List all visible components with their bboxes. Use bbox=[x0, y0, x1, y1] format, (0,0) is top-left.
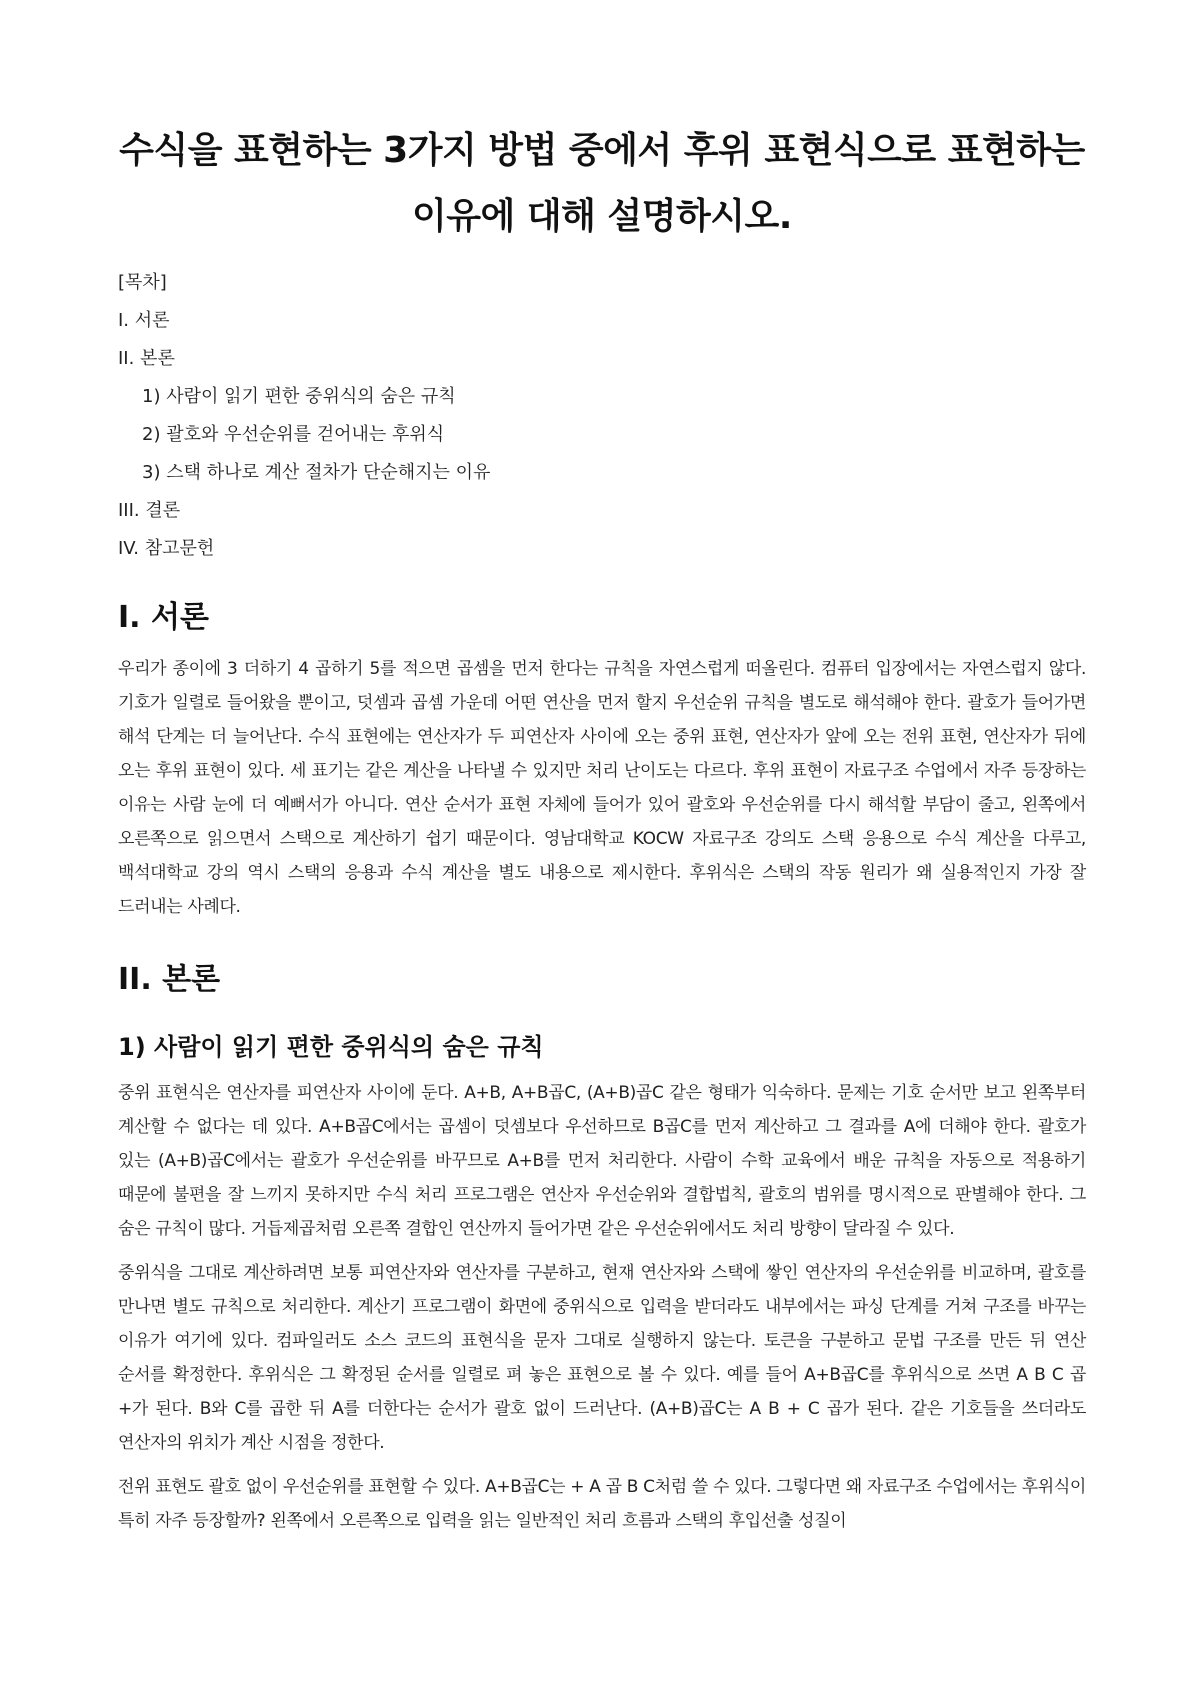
body-paragraph-3: 전위 표현도 괄호 없이 우선순위를 표현할 수 있다. A+B곱C는 + A 곱 B C처럼 쓸 수 있다. 그렇다면 왜 자료구조 수업에서는 후위식이 특히 자주 등장할까? 왼쪽에서 오른쪽으로 입력을 읽는 일반적인 처리 흐름과 스택의 후입선출 성질이 bbox=[118, 1477, 1086, 1531]
table-of-contents bbox=[118, 264, 1086, 568]
section-intro bbox=[118, 598, 1086, 924]
section-heading-intro: I. 서론 bbox=[118, 600, 209, 635]
toc-item-references: IV. 참고문헌 bbox=[118, 538, 215, 559]
body-paragraph-2: 중위식을 그대로 계산하려면 보통 피연산자와 연산자를 구분하고, 현재 연산자와 스택에 쌓인 연산자의 우선순위를 비교하며, 괄호를 만나면 별도 규칙으로 처리한다. 계산기 프로그램이 화면에 중위식으로 입력을 받더라도 내부에서는 파싱 단계를 거쳐 구조를 바꾸는 이유가 여기에 있다. 컴파일러도 소스 코드의 표현식을 문자 그대로 실행하지 않는다. 토큰을 구분하고 문법 구조를 만든 뒤 연산 순서를 확정한다. 후위식은 그 확정된 순서를 일렬로 펴 놓은 표현으로 볼 수 있다. 예를 들어 A+B곱C를 후위식으로 쓰면 A B C 곱 +가 된다. B와 C를 곱한 뒤 A를 더한다는 순서가 괄호 없이 드러난다. (A+B)곱C는 A B + C 곱가 된다. 같은 기호들을 쓰더라도 연산자의 위치가 계산 시점을 정한다. bbox=[118, 1263, 1086, 1453]
toc-item-body-2: 2) 괄호와 우선순위를 걷어내는 후위식 bbox=[142, 424, 445, 445]
section-heading-body: II. 본론 bbox=[118, 962, 221, 997]
toc-item-intro: I. 서론 bbox=[118, 310, 170, 331]
body-paragraph-1: 중위 표현식은 연산자를 피연산자 사이에 둔다. A+B, A+B곱C, (A+B)곱C 같은 형태가 익숙하다. 문제는 기호 순서만 보고 왼쪽부터 계산할 수 없다는 데 있다. A+B곱C에서는 곱셈이 덧셈보다 우선하므로 B곱C를 먼저 계산하고 그 결과를 A에 더해야 한다. 괄호가 있는 (A+B)곱C에서는 괄호가 우선순위를 바꾸므로 A+B를 먼저 처리한다. 사람이 수학 교육에서 배운 규칙을 자동으로 적용하기 때문에 불편을 잘 느끼지 못하지만 수식 처리 프로그램은 연산자 우선순위와 결합법칙, 괄호의 범위를 명시적으로 판별해야 한다. 그 숨은 규칙이 많다. 거듭제곱처럼 오른쪽 결합인 연산까지 들어가면 같은 우선순위에서도 처리 방향이 달라질 수 있다. bbox=[118, 1083, 1086, 1239]
toc-item-body-1: 1) 사람이 읽기 편한 중위식의 숨은 규칙 bbox=[142, 386, 456, 407]
document-page bbox=[118, 118, 1086, 1548]
section-body bbox=[118, 960, 1086, 1538]
intro-paragraph: 우리가 종이에 3 더하기 4 곱하기 5를 적으면 곱셈을 먼저 한다는 규칙을 자연스럽게 떠올린다. 컴퓨터 입장에서는 자연스럽지 않다. 기호가 일렬로 들어왔을 뿐이고, 덧셈과 곱셈 가운데 어떤 연산을 먼저 할지 우선순위 규칙을 별도로 해석해야 한다. 괄호가 들어가면 해석 단계는 더 늘어난다. 수식 표현에는 연산자가 두 피연산자 사이에 오는 중위 표현, 연산자가 앞에 오는 전위 표현, 연산자가 뒤에 오는 후위 표현이 있다. 세 표기는 같은 계산을 나타낼 수 있지만 처리 난이도는 다르다. 후위 표현이 자료구조 수업에서 자주 등장하는 이유는 사람 눈에 더 예뻐서가 아니다. 연산 순서가 표현 자체에 들어가 있어 괄호와 우선순위를 다시 해석할 부담이 줄고, 왼쪽에서 오른쪽으로 읽으면서 스택으로 계산하기 쉽기 때문이다. 영남대학교 KOCW 자료구조 강의도 스택 응용으로 수식 계산을 다루고, 백석대학교 강의 역시 스택의 응용과 수식 계산을 별도 내용으로 제시한다. 후위식은 스택의 작동 원리가 왜 실용적인지 가장 잘 드러내는 사례다. bbox=[118, 659, 1086, 917]
toc-heading: [목차] bbox=[118, 272, 167, 293]
toc-item-body-3: 3) 스택 하나로 계산 절차가 단순해지는 이유 bbox=[142, 462, 491, 483]
subsection-heading-1: 1) 사람이 읽기 편한 중위식의 숨은 규칙 bbox=[118, 1033, 544, 1061]
toc-item-body: II. 본론 bbox=[118, 348, 175, 369]
toc-item-conclusion: III. 결론 bbox=[118, 500, 181, 521]
page-title: 수식을 표현하는 3가지 방법 중에서 후위 표현식으로 표현하는 이유에 대해 설명하시오. bbox=[119, 130, 1085, 237]
